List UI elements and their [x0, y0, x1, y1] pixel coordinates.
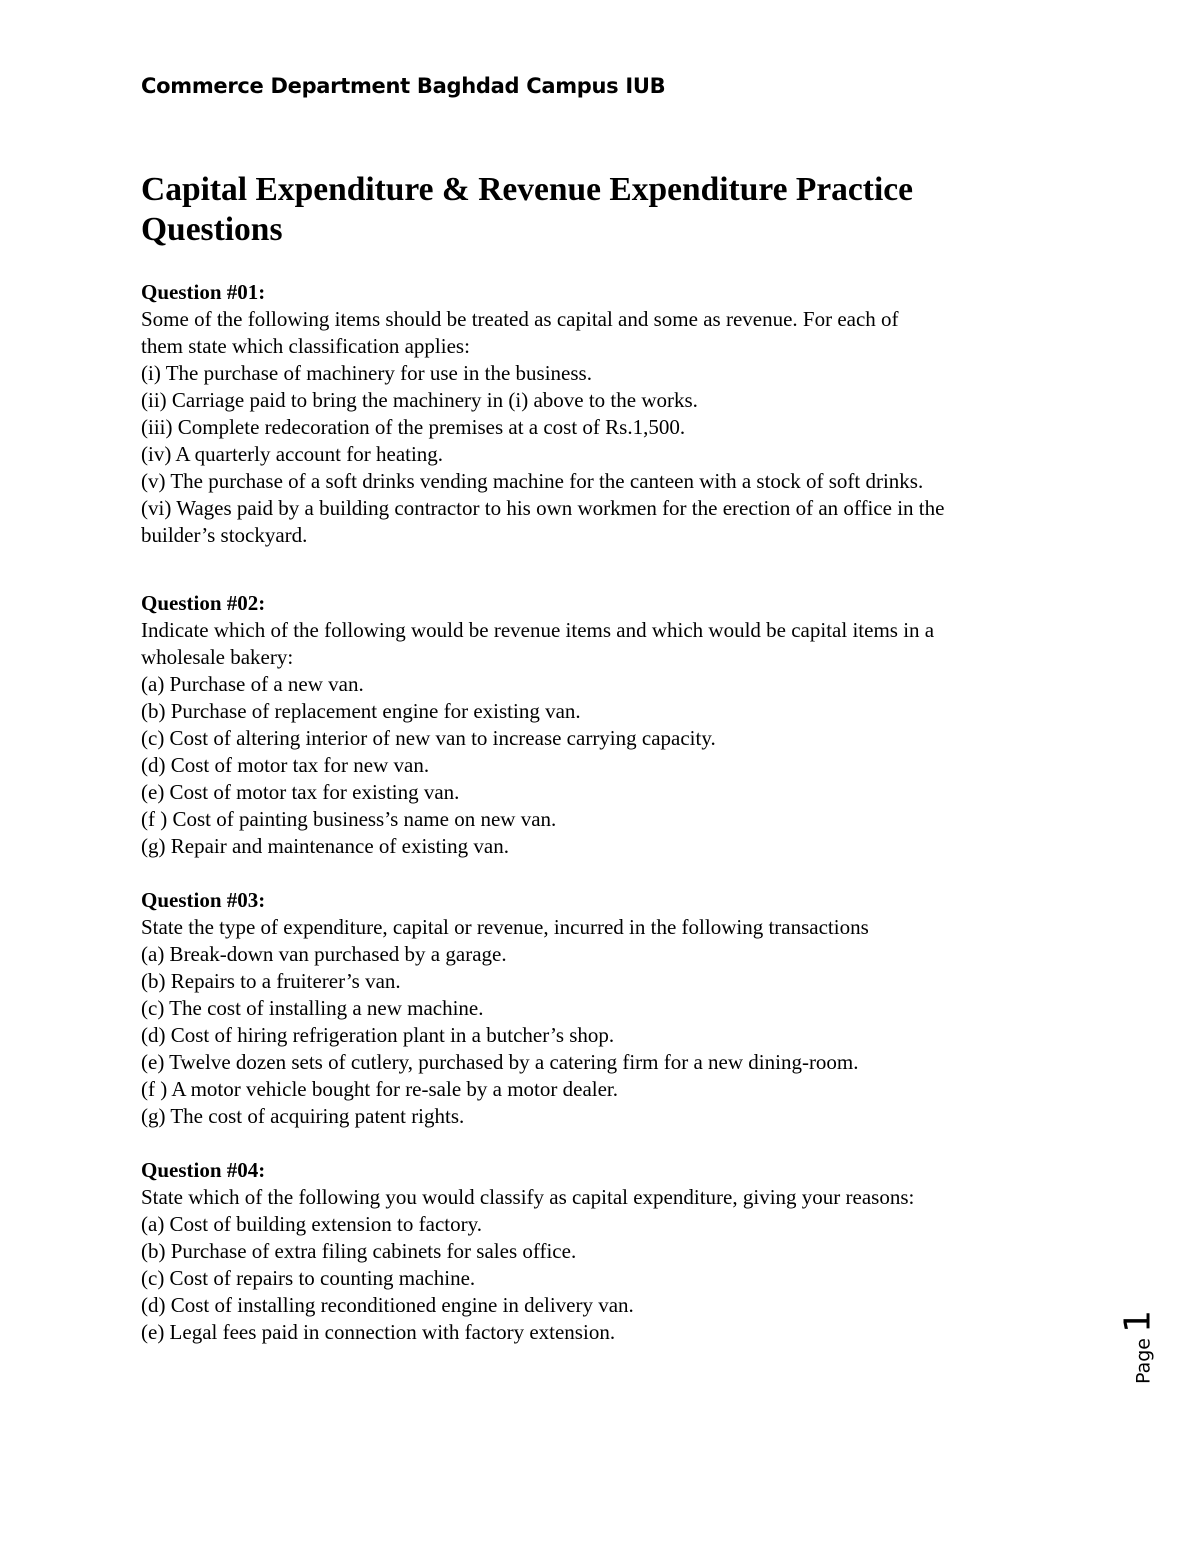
question-item: (b) Purchase of replacement engine for existing van. — [141, 699, 581, 723]
question-item: (e) Legal fees paid in connection with factory extension. — [141, 1320, 616, 1344]
question-item: (c) The cost of installing a new machine. — [141, 996, 484, 1020]
question-item: (c) Cost of altering interior of new van to increase carrying capacity. — [141, 726, 716, 750]
question-item: (g) The cost of acquiring patent rights. — [141, 1104, 465, 1128]
department-header: Commerce Department Baghdad Campus IUB — [141, 74, 666, 98]
document-title: Capital Expenditure & Revenue Expenditure Practice Questions — [141, 171, 914, 248]
question-item: (g) Repair and maintenance of existing van. — [141, 834, 509, 858]
question-heading: Question #03: — [141, 888, 266, 912]
question-item: (c) Cost of repairs to counting machine. — [141, 1266, 476, 1290]
question-item: (ii) Carriage paid to bring the machinery in (i) above to the works. — [141, 388, 698, 412]
question-item: (d) Cost of motor tax for new van. — [141, 753, 430, 777]
question-item: (iii) Complete redecoration of the premises at a cost of Rs.1,500. — [141, 415, 686, 439]
question-item: (b) Purchase of extra filing cabinets for sales office. — [141, 1239, 577, 1263]
question-item: builder’s stockyard. — [141, 523, 308, 547]
page-label: Page — [1132, 1338, 1155, 1384]
question-text-line: State which of the following you would classify as capital expenditure, giving your reasons: — [141, 1185, 915, 1209]
page-number-marker — [1118, 1302, 1158, 1392]
question-2 — [141, 590, 1081, 860]
question-item: (f ) A motor vehicle bought for re-sale by a motor dealer. — [141, 1077, 619, 1101]
question-text-line: wholesale bakery: — [141, 645, 294, 669]
question-item: (a) Purchase of a new van. — [141, 672, 364, 696]
question-item: (e) Twelve dozen sets of cutlery, purchased by a catering firm for a new dining-room. — [141, 1050, 859, 1074]
page-number: 1 — [1117, 1310, 1159, 1333]
question-text-line: them state which classification applies: — [141, 334, 470, 358]
question-4 — [141, 1157, 1081, 1346]
question-heading: Question #04: — [141, 1158, 266, 1182]
question-item: (d) Cost of installing reconditioned engine in delivery van. — [141, 1293, 634, 1317]
question-text-line: Indicate which of the following would be revenue items and which would be capital items in a — [141, 618, 935, 642]
question-heading: Question #01: — [141, 280, 266, 304]
question-item: (d) Cost of hiring refrigeration plant in a butcher’s shop. — [141, 1023, 615, 1047]
question-item: (f ) Cost of painting business’s name on new van. — [141, 807, 557, 831]
question-text-line: State the type of expenditure, capital or revenue, incurred in the following transactions — [141, 915, 869, 939]
question-text-line: Some of the following items should be treated as capital and some as revenue. For each of — [141, 307, 899, 331]
question-item: (a) Break-down van purchased by a garage. — [141, 942, 507, 966]
question-3 — [141, 887, 1081, 1130]
question-item: (vi) Wages paid by a building contractor to his own workmen for the erection of an office in the — [141, 496, 945, 520]
question-item: (a) Cost of building extension to factory. — [141, 1212, 482, 1236]
question-heading: Question #02: — [141, 591, 266, 615]
question-item: (iv) A quarterly account for heating. — [141, 442, 444, 466]
question-item: (e) Cost of motor tax for existing van. — [141, 780, 460, 804]
question-1 — [141, 279, 1081, 549]
question-item: (v) The purchase of a soft drinks vending machine for the canteen with a stock of soft drinks. — [141, 469, 924, 493]
question-item: (i) The purchase of machinery for use in the business. — [141, 361, 592, 385]
question-item: (b) Repairs to a fruiterer’s van. — [141, 969, 401, 993]
